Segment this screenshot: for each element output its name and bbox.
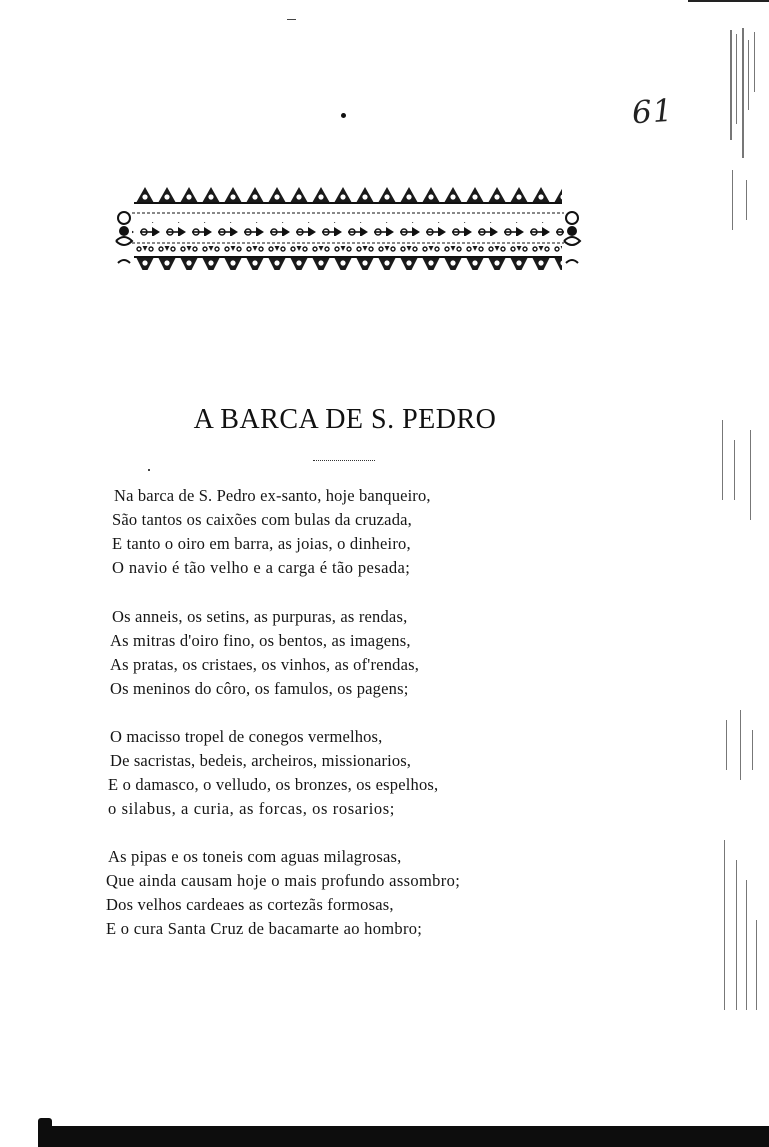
top-mark	[287, 19, 296, 20]
scan-bottom-bar	[38, 1126, 769, 1147]
poem-line: São tantos os caixões com bulas da cruzada,	[112, 510, 413, 529]
poem-line: E o damasco, o velludo, os bronzes, os espelhos,	[108, 775, 439, 794]
poem-line: o silabus, a curia, as forcas, os rosarios;	[108, 799, 395, 818]
poem-line: Os meninos do côro, os famulos, os pagens;	[110, 679, 409, 698]
scan-margin-noise	[712, 20, 769, 1020]
poem-line: O macisso tropel de conegos vermelhos,	[110, 727, 383, 746]
page-number: 61	[630, 92, 675, 132]
poem-line: Dos velhos cardeaes as cortezãs formosas,	[106, 895, 394, 914]
poem-line: O navio é tão velho e a carga é tão pesada;	[112, 558, 411, 577]
ornamental-headpiece	[112, 183, 584, 275]
poem-line: As mitras d'oiro fino, os bentos, as imagens,	[110, 631, 411, 650]
ink-dot	[341, 113, 346, 118]
poem-line: As pipas e os toneis com aguas milagrosas,	[108, 847, 402, 866]
poem-line: E tanto o oiro em barra, as joias, o dinheiro,	[112, 534, 411, 553]
title-divider	[313, 460, 375, 461]
top-edge-rule	[688, 0, 769, 2]
poem-line: Os anneis, os setins, as purpuras, as rendas,	[112, 607, 408, 626]
poem-line: E o cura Santa Cruz de bacamarte ao hombro;	[106, 919, 423, 938]
poem-line: Que ainda causam hoje o mais profundo assombro;	[106, 871, 461, 890]
poem-line: As pratas, os cristaes, os vinhos, as of'rendas,	[110, 655, 420, 674]
ink-speck	[148, 469, 150, 471]
poem-title: A BARCA DE S. PEDRO	[193, 404, 497, 435]
poem-line: Na barca de S. Pedro ex-santo, hoje banqueiro,	[114, 486, 431, 505]
poem-line: De sacristas, bedeis, archeiros, missionarios,	[110, 751, 412, 770]
